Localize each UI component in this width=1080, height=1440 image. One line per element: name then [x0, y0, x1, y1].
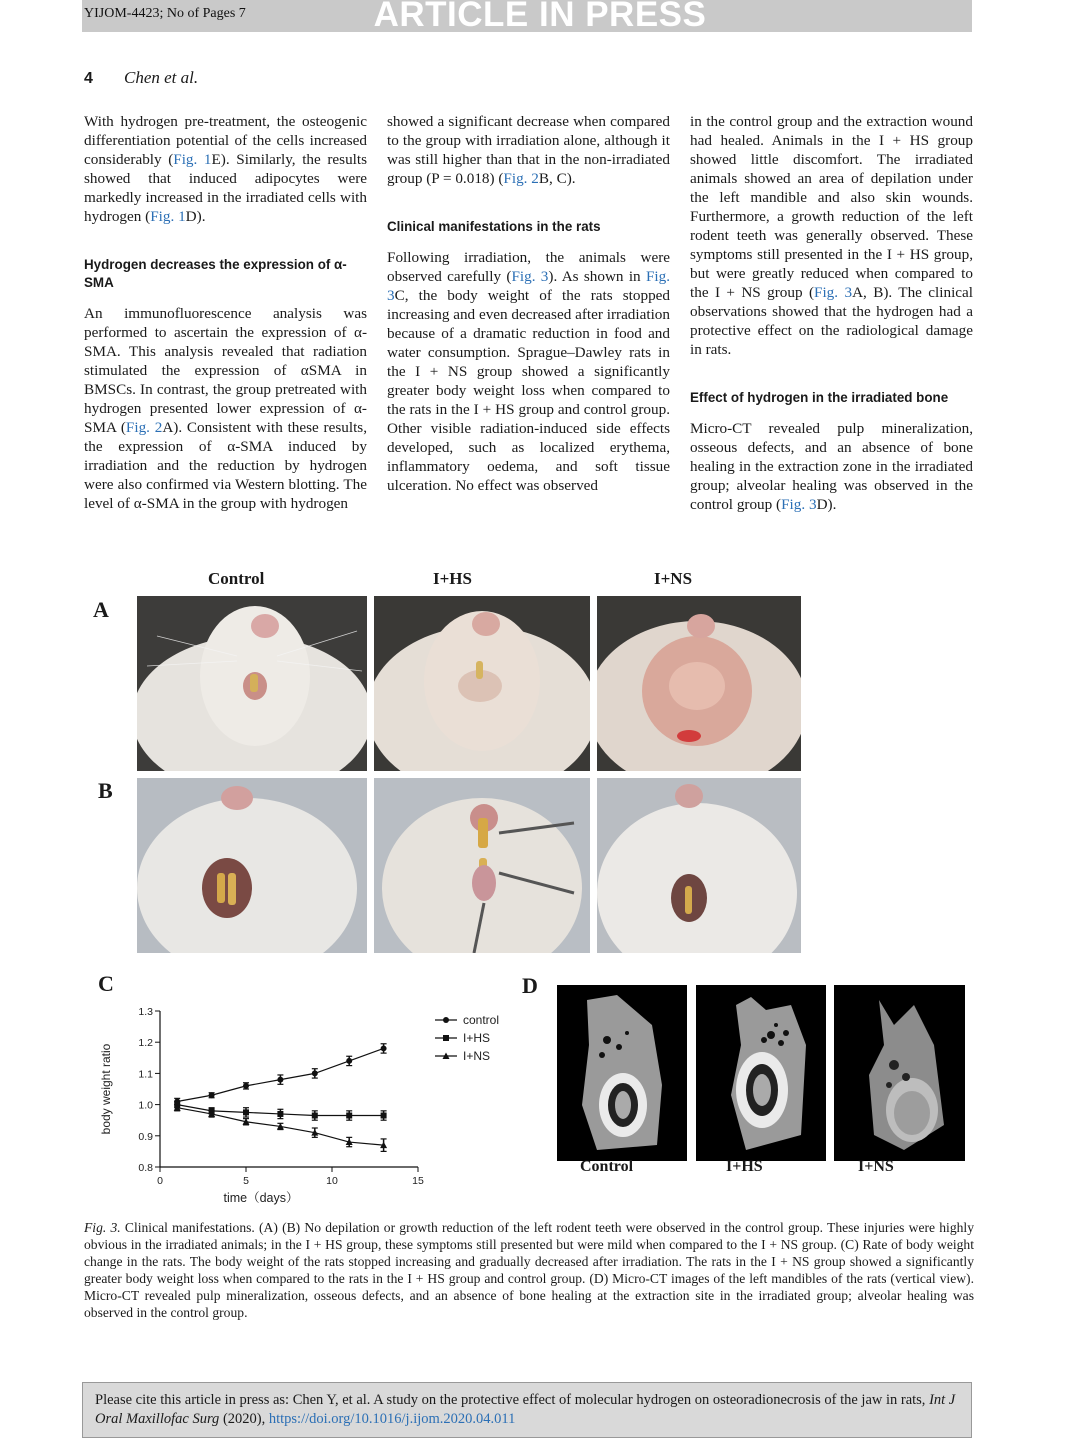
y-axis-label: body weight ratio: [99, 1043, 113, 1135]
data-point-I+HS: [346, 1113, 352, 1119]
citation-box: [82, 1382, 972, 1438]
x-tick-label: 0: [157, 1175, 163, 1187]
data-point-I+HS: [277, 1111, 283, 1117]
text-column-2: [387, 112, 670, 495]
legend-label: control: [463, 1013, 500, 1027]
x-tick-label: 10: [326, 1175, 338, 1187]
legend-label: I+NS: [463, 1049, 491, 1063]
group-label-control: Control: [208, 569, 265, 588]
data-point-control: [277, 1077, 283, 1083]
ct-label-control: Control: [580, 1158, 634, 1175]
figure-link[interactable]: Fig. 1: [173, 151, 212, 168]
photo-b-ins: [597, 778, 801, 953]
data-point-control: [243, 1083, 249, 1089]
body-weight-chart: [90, 995, 530, 1225]
photo-b-ihs: [374, 778, 590, 953]
legend-marker: [443, 1017, 449, 1023]
data-point-control: [209, 1092, 215, 1098]
y-tick-label: 1.1: [138, 1068, 153, 1081]
photo-a-ins: [597, 596, 801, 771]
data-point-I+HS: [243, 1109, 249, 1115]
x-tick-label: 5: [243, 1175, 249, 1187]
ct-label-ihs: I+HS: [726, 1158, 763, 1175]
doi-link[interactable]: https://doi.org/10.1016/j.ijom.2020.04.011: [268, 1411, 516, 1427]
page-number: 4: [84, 70, 93, 87]
legend-label: I+HS: [463, 1031, 491, 1045]
y-tick-label: 1.0: [138, 1099, 153, 1112]
text-column-1: [84, 112, 367, 513]
paragraph: showed a significant decrease when compared to the group with irradiation alone, although it was still higher than that in the non-irradiated group (P = 0.018) (Fig. 2B, C).: [387, 113, 670, 187]
section-heading: Clinical manifestations in the rats: [387, 219, 601, 234]
caption-text: Clinical manifestations. (A) (B) No depilation or growth reduction of the left rodent teeth were observed in the control group. These injuries were highly obvious in the irradiated animals; in the I + HS group, these symptoms still presented but were mild when compared to the I + NS group. (C) Rate of body weight change in the rats. The body weight of the rats stopped increasing and gradually decreased after irradiation. The rats in the I + NS group showed a significantly greater body weight loss when compared to the rats in the I + HS group and control group. (D) Micro-CT images of the left mandibles of the rats (vertical view). Micro-CT revealed pulp mineralization, osseous defects, and an absence of bone healing at the extraction site in the irradiated group; alveolar healing was observed in the control group.: [84, 1220, 975, 1320]
journal-code: YIJOM-4423; No of Pages 7: [84, 6, 246, 21]
paragraph: Following irradiation, the animals were observed carefully (Fig. 3). As shown in Fig. 3C, the body weight of the rats stopped increasing and even decreased after irradiation because of a dramatic reduction in food and water consumption. Sprague–Dawley rats in the I + NS group showed a significantly greater body weight loss when compared to the rats in the I + HS group and control group. Other visible radiation-induced side effects developed, such as localized erythema, inflammatory oedema, and soft tissue ulceration. No effect was observed: [387, 249, 670, 494]
x-axis-label: time（days）: [223, 1191, 299, 1205]
ct-label-ins: I+NS: [858, 1158, 894, 1175]
figure-link[interactable]: Fig. 1: [150, 208, 186, 225]
paragraph: With hydrogen pre-treatment, the osteogenic differentiation potential of the cells increased considerably (Fig. 1E). Similarly, the results showed that induced adipocytes were markedly increased in the irradiated cells with hydrogen (Fig. 1D).: [84, 113, 368, 225]
group-label-ihs: I+HS: [433, 569, 472, 588]
ct-image-control: [557, 985, 687, 1161]
body-weight-chart-svg: [90, 995, 530, 1220]
x-tick-label: 15: [412, 1175, 424, 1187]
figure-link[interactable]: Fig. 3: [814, 284, 853, 301]
paragraph: in the control group and the extraction wound had healed. Animals in the I + HS group showed little discomfort. The irradiated animals showed an area of depilation under the left mandible and also skin wounds. Furthermore, a growth reduction of the left rodent teeth was generally observed. These symptoms still presented in the I + HS group, but were greatly reduced when compared to the I + NS group (Fig. 3A, B). The clinical observations showed that the hydrogen had a protective effect on the radiological damage in rats.: [690, 113, 974, 358]
citation-text: Please cite this article in press as: Chen Y, et al. A study on the protective effect of molecular hydrogen on osteoradionecrosis of the jaw in rats,: [95, 1392, 930, 1408]
panel-label-c: C: [98, 971, 114, 996]
paragraph: Micro-CT revealed pulp mineralization, osseous defects, and an absence of bone healing in the extraction zone in the irradiated group; alveolar healing was observed in the control group (Fig. 3D).: [690, 420, 973, 513]
photo-a-control: [137, 596, 367, 771]
data-point-I+HS: [312, 1113, 318, 1119]
ct-image-ins: [834, 985, 965, 1161]
article-in-press-banner: ARTICLE IN PRESS: [373, 0, 707, 34]
legend-marker: [443, 1035, 449, 1041]
citation-journal: Int J Oral Maxillofac Surg: [95, 1392, 956, 1427]
group-label-ins: I+NS: [654, 569, 693, 588]
data-point-control: [346, 1058, 352, 1064]
panel-label-d: D: [522, 973, 538, 998]
y-tick-label: 0.9: [138, 1130, 153, 1143]
figure-caption: [84, 1219, 974, 1321]
data-point-control: [381, 1045, 387, 1051]
citation-year: (2020),: [219, 1411, 269, 1427]
figure-link[interactable]: Fig. 3: [387, 268, 670, 304]
photo-a-ihs: [374, 596, 590, 771]
figure-link[interactable]: Fig. 3: [511, 268, 549, 285]
figure-link[interactable]: Fig. 2: [125, 419, 163, 436]
section-heading: Effect of hydrogen in the irradiated bone: [690, 390, 949, 405]
photo-b-control: [137, 778, 367, 953]
figure-link[interactable]: Fig. 3: [781, 496, 817, 513]
micro-ct-panel: [557, 985, 965, 1161]
ct-image-ihs: [696, 985, 826, 1161]
panel-label-b: B: [98, 778, 113, 803]
paragraph: An immunofluorescence analysis was performed to ascertain the expression of α-SMA. This analysis revealed that radiation stimulated the expression of αSMA in BMSCs. In contrast, the group pretreated with hydrogen presented lower expression of α-SMA (Fig. 2A). Consistent with these results, the expression of α-SMA induced by irradiation and the reduction by hydrogen were also confirmed via Western blotting. The level of α-SMA in the group with hydrogen: [84, 305, 367, 512]
data-point-I+HS: [381, 1113, 387, 1119]
figure-link[interactable]: Fig. 2: [503, 170, 539, 187]
text-column-3: [690, 112, 973, 514]
y-tick-label: 1.3: [138, 1006, 153, 1018]
panel-label-a: A: [93, 597, 109, 622]
y-tick-label: 1.2: [138, 1037, 153, 1050]
section-heading: Hydrogen decreases the expression of α-SMA: [84, 257, 347, 290]
y-tick-label: 0.8: [138, 1162, 153, 1174]
running-head: Chen et al.: [124, 68, 199, 87]
caption-label: Fig. 3.: [84, 1220, 121, 1235]
data-point-control: [312, 1070, 318, 1076]
